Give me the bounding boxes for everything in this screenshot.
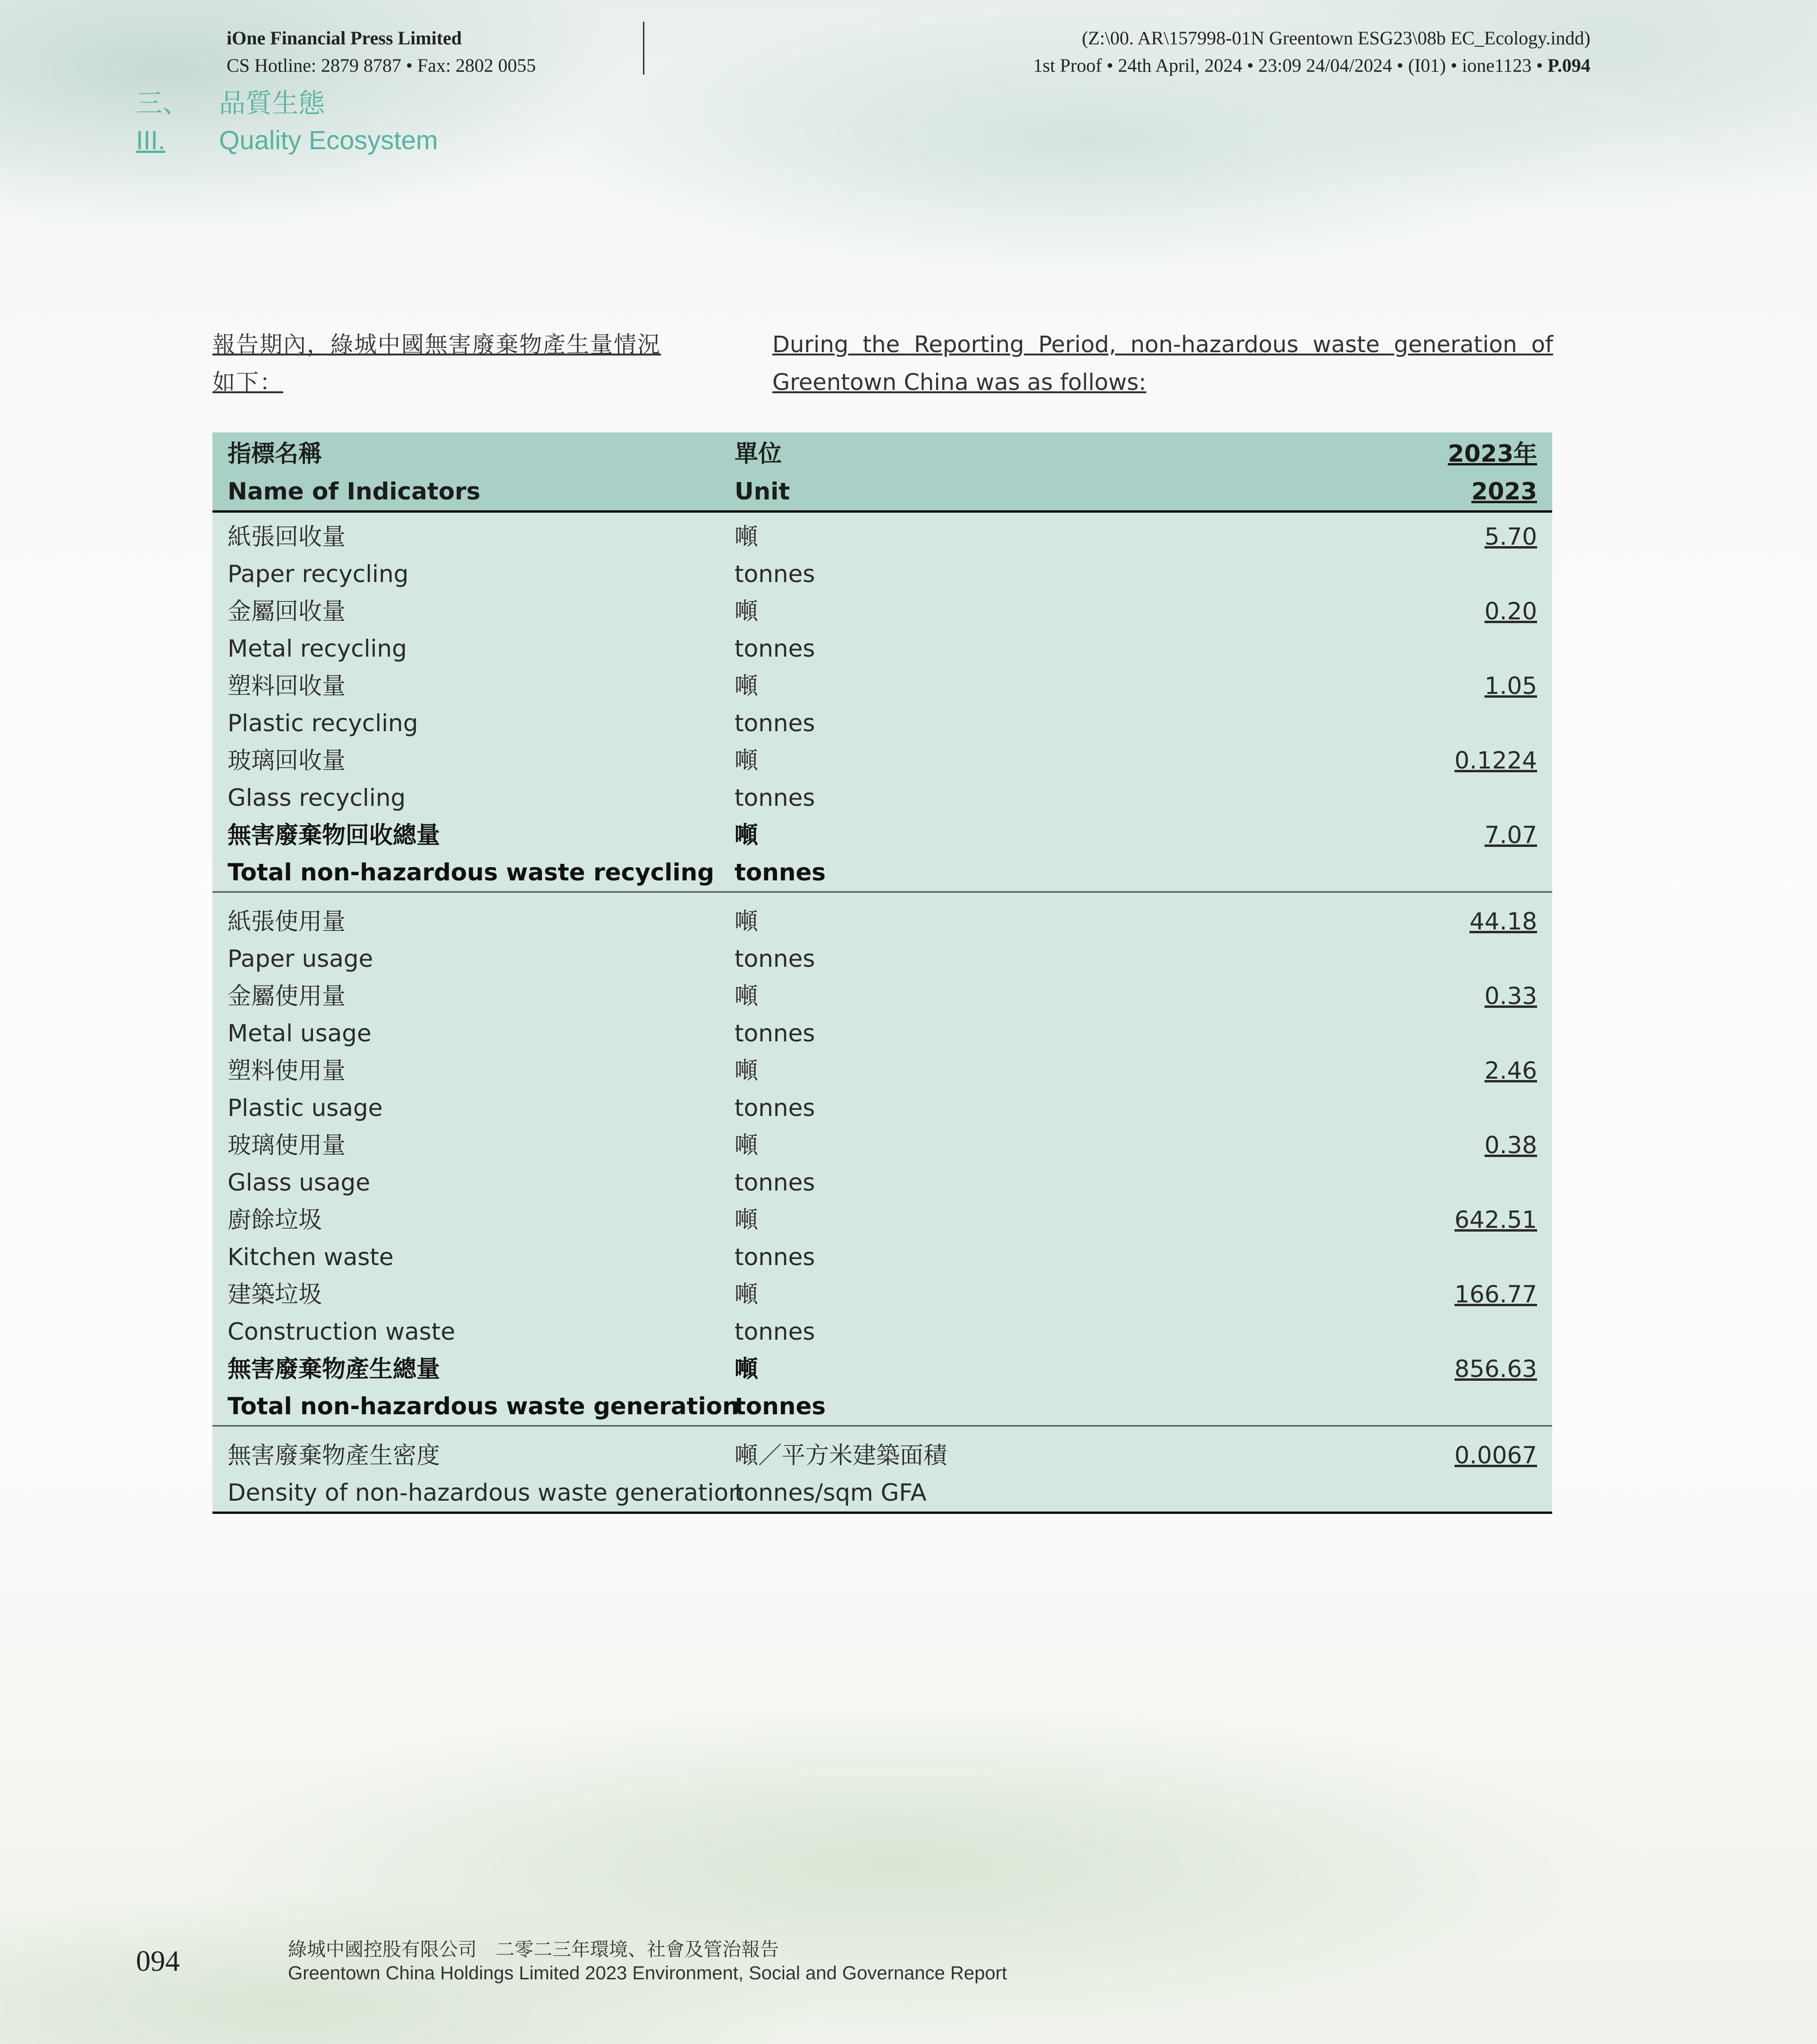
proof-details: 1st Proof • 24th April, 2024 • 23:09 24/04/2024 • (I01) • ione1123 • bbox=[1033, 55, 1543, 76]
section-heading-zh bbox=[136, 85, 438, 122]
header-year bbox=[1448, 435, 1537, 510]
row-unit bbox=[735, 817, 826, 891]
row-unit-en: tonnes bbox=[735, 945, 815, 972]
table-row bbox=[212, 667, 1552, 742]
row-unit-zh: 噸 bbox=[735, 982, 758, 1010]
row-name bbox=[228, 817, 714, 891]
row-name-zh: 建築垃圾 bbox=[228, 1281, 322, 1308]
row-value-text: 7.07 bbox=[1484, 821, 1537, 849]
row-unit-en: tonnes bbox=[735, 635, 815, 662]
row-name-zh: 金屬使用量 bbox=[228, 982, 346, 1010]
row-unit-en: tonnes bbox=[735, 1243, 815, 1271]
proof-divider bbox=[643, 22, 644, 75]
row-name-zh: 塑料回收量 bbox=[228, 672, 346, 700]
row-value bbox=[1470, 903, 1537, 940]
row-value-text: 0.1224 bbox=[1454, 747, 1537, 774]
row-unit-zh: 噸 bbox=[735, 908, 758, 935]
row-unit bbox=[735, 1351, 826, 1425]
page-number: 094 bbox=[136, 1945, 180, 1977]
section-heading-en bbox=[136, 122, 438, 159]
row-name-zh: 廚餘垃圾 bbox=[228, 1206, 322, 1233]
row-value bbox=[1485, 667, 1537, 705]
row-unit bbox=[735, 593, 815, 667]
row-value bbox=[1485, 1127, 1537, 1164]
row-value-text: 0.0067 bbox=[1454, 1442, 1537, 1469]
row-unit bbox=[735, 667, 815, 742]
row-unit-zh: 噸 bbox=[735, 821, 758, 849]
row-unit bbox=[735, 1276, 815, 1351]
header-year-en: 2023 bbox=[1471, 478, 1537, 505]
table-row bbox=[212, 1351, 1552, 1425]
row-unit bbox=[735, 978, 815, 1052]
table-row bbox=[212, 1437, 1552, 1512]
intro-text-en: During the Reporting Period, non-hazardous waste generation of Greentown China was as follows: bbox=[772, 331, 1553, 396]
row-name-en: Paper recycling bbox=[228, 560, 409, 588]
row-name bbox=[228, 1437, 744, 1512]
row-unit-zh: 噸 bbox=[735, 1206, 758, 1233]
row-value bbox=[1485, 817, 1537, 854]
header-name bbox=[228, 435, 481, 510]
row-value bbox=[1485, 978, 1537, 1015]
row-name bbox=[228, 1201, 394, 1276]
row-name-zh: 玻璃使用量 bbox=[228, 1132, 346, 1159]
section-number-zh: 三、 bbox=[136, 88, 189, 118]
header-year-zh: 2023年 bbox=[1447, 440, 1537, 467]
row-value bbox=[1454, 742, 1537, 779]
row-value bbox=[1454, 1437, 1537, 1474]
footer-title bbox=[288, 1938, 1007, 1985]
row-name bbox=[228, 903, 373, 978]
row-unit bbox=[735, 1052, 815, 1127]
row-unit-en: tonnes bbox=[735, 784, 815, 811]
footer-title-en: Greentown China Holdings Limited 2023 Environment, Social and Governance Report bbox=[288, 1963, 1007, 1984]
row-unit-en: tonnes bbox=[735, 1169, 815, 1196]
row-name bbox=[228, 742, 406, 817]
table-row bbox=[212, 518, 1552, 593]
row-name-en: Total non-hazardous waste generation bbox=[228, 1393, 739, 1420]
row-unit bbox=[735, 742, 815, 817]
row-unit bbox=[735, 518, 815, 593]
row-value-text: 166.77 bbox=[1454, 1281, 1537, 1308]
row-unit-en: tonnes bbox=[735, 859, 826, 886]
row-name-zh: 無害廢棄物產生總量 bbox=[228, 1355, 440, 1383]
header-unit bbox=[735, 435, 790, 510]
table-row bbox=[212, 742, 1552, 817]
header-unit-en: Unit bbox=[735, 478, 790, 505]
row-unit-zh: 噸 bbox=[735, 747, 758, 774]
header-name-en: Name of Indicators bbox=[228, 478, 481, 505]
row-unit-zh: 噸 bbox=[735, 1281, 758, 1308]
row-unit bbox=[735, 1201, 815, 1276]
table-group bbox=[212, 891, 1552, 1425]
row-name-zh: 塑料使用量 bbox=[228, 1057, 346, 1084]
table-row bbox=[212, 1127, 1552, 1201]
table-header bbox=[212, 432, 1552, 513]
row-name-en: Density of non-hazardous waste generation bbox=[228, 1479, 744, 1506]
row-value-text: 1.05 bbox=[1484, 672, 1537, 700]
row-name bbox=[228, 593, 407, 667]
row-name-zh: 無害廢棄物產生密度 bbox=[228, 1442, 440, 1469]
row-unit bbox=[735, 1437, 947, 1512]
row-name-zh: 金屬回收量 bbox=[228, 598, 346, 625]
row-name bbox=[228, 1052, 383, 1127]
table-row bbox=[212, 903, 1552, 978]
row-unit-en: tonnes bbox=[735, 1094, 815, 1122]
row-name-en: Kitchen waste bbox=[228, 1243, 394, 1271]
row-unit-zh: 噸 bbox=[735, 1057, 758, 1084]
row-unit-zh: 噸 bbox=[735, 598, 758, 625]
row-name-en: Paper usage bbox=[228, 945, 373, 972]
row-unit bbox=[735, 1127, 815, 1201]
table-row bbox=[212, 1276, 1552, 1351]
row-value-text: 0.33 bbox=[1484, 982, 1537, 1010]
row-unit-en: tonnes bbox=[735, 1020, 815, 1047]
row-value-text: 2.46 bbox=[1484, 1057, 1537, 1084]
intro-text-zh: 報告期內，綠城中國無害廢棄物產生量情況如下： bbox=[212, 331, 661, 396]
row-name-en: Glass recycling bbox=[228, 784, 406, 811]
section-heading bbox=[136, 85, 438, 159]
row-value bbox=[1454, 1201, 1537, 1239]
row-name-zh: 玻璃回收量 bbox=[228, 747, 346, 774]
row-name bbox=[228, 667, 418, 742]
row-name bbox=[228, 518, 409, 593]
section-title-en: Quality Ecosystem bbox=[219, 125, 438, 155]
row-unit-en: tonnes bbox=[735, 1393, 826, 1420]
header-name-zh: 指標名稱 bbox=[228, 440, 322, 467]
row-unit-zh: 噸 bbox=[735, 1132, 758, 1159]
row-name-en: Metal usage bbox=[228, 1020, 372, 1047]
row-name-en: Total non-hazardous waste recycling bbox=[228, 859, 715, 886]
table-row bbox=[212, 978, 1552, 1052]
row-name-zh: 紙張使用量 bbox=[228, 908, 346, 935]
row-value-text: 0.38 bbox=[1484, 1132, 1537, 1159]
waste-table bbox=[212, 432, 1552, 1514]
row-unit-zh: 噸 bbox=[735, 523, 758, 550]
row-name bbox=[228, 1127, 370, 1201]
row-value bbox=[1454, 1276, 1537, 1313]
row-value-text: 5.70 bbox=[1484, 523, 1537, 550]
table-group bbox=[212, 1425, 1552, 1512]
row-value-text: 856.63 bbox=[1454, 1355, 1537, 1383]
table-row bbox=[212, 593, 1552, 667]
row-name bbox=[228, 1276, 455, 1351]
proof-company: iOne Financial Press Limited bbox=[227, 27, 462, 49]
row-value-text: 0.20 bbox=[1484, 598, 1537, 625]
row-value bbox=[1454, 1351, 1537, 1388]
proof-page-ref: P.094 bbox=[1547, 55, 1590, 76]
row-unit-zh: 噸／平方米建築面積 bbox=[735, 1442, 947, 1469]
table-body bbox=[212, 513, 1552, 1512]
row-name-en: Construction waste bbox=[228, 1318, 456, 1345]
table-row bbox=[212, 817, 1552, 891]
footer-title-zh: 綠城中國控股有限公司 二零二三年環境、社會及管治報告 bbox=[288, 1939, 779, 1960]
row-unit bbox=[735, 903, 815, 978]
row-unit-en: tonnes bbox=[735, 1318, 815, 1345]
table-group bbox=[212, 513, 1552, 891]
row-value bbox=[1485, 593, 1537, 630]
proof-file-path: (Z:\00. AR\157998-01N Greentown ESG23\08b EC_Ecology.indd) bbox=[1082, 27, 1590, 49]
row-unit-en: tonnes bbox=[735, 560, 815, 588]
proof-hotline: CS Hotline: 2879 8787 • Fax: 2802 0055 bbox=[227, 55, 536, 76]
header-unit-zh: 單位 bbox=[735, 440, 782, 467]
row-name-zh: 紙張回收量 bbox=[228, 523, 346, 550]
row-name bbox=[228, 978, 372, 1052]
row-unit-en: tonnes/sqm GFA bbox=[735, 1479, 927, 1506]
row-name-en: Metal recycling bbox=[228, 635, 407, 662]
row-unit-zh: 噸 bbox=[735, 1355, 758, 1383]
row-value bbox=[1485, 1052, 1537, 1090]
row-value-text: 642.51 bbox=[1454, 1206, 1537, 1233]
section-number-en: III. bbox=[136, 125, 166, 155]
proof-header-left bbox=[227, 25, 536, 79]
row-unit-en: tonnes bbox=[735, 709, 815, 737]
proof-header-right bbox=[1033, 25, 1590, 79]
row-name bbox=[228, 1351, 739, 1425]
section-title-zh: 品質生態 bbox=[219, 88, 325, 118]
row-unit-zh: 噸 bbox=[735, 672, 758, 700]
row-name-en: Plastic recycling bbox=[228, 709, 418, 737]
row-name-en: Plastic usage bbox=[228, 1094, 383, 1122]
row-value bbox=[1485, 518, 1537, 556]
row-name-zh: 無害廢棄物回收總量 bbox=[228, 821, 440, 849]
proof-line bbox=[1033, 52, 1590, 79]
row-name-en: Glass usage bbox=[228, 1169, 371, 1196]
row-value-text: 44.18 bbox=[1469, 908, 1537, 935]
table-row bbox=[212, 1201, 1552, 1276]
table-row bbox=[212, 1052, 1552, 1127]
